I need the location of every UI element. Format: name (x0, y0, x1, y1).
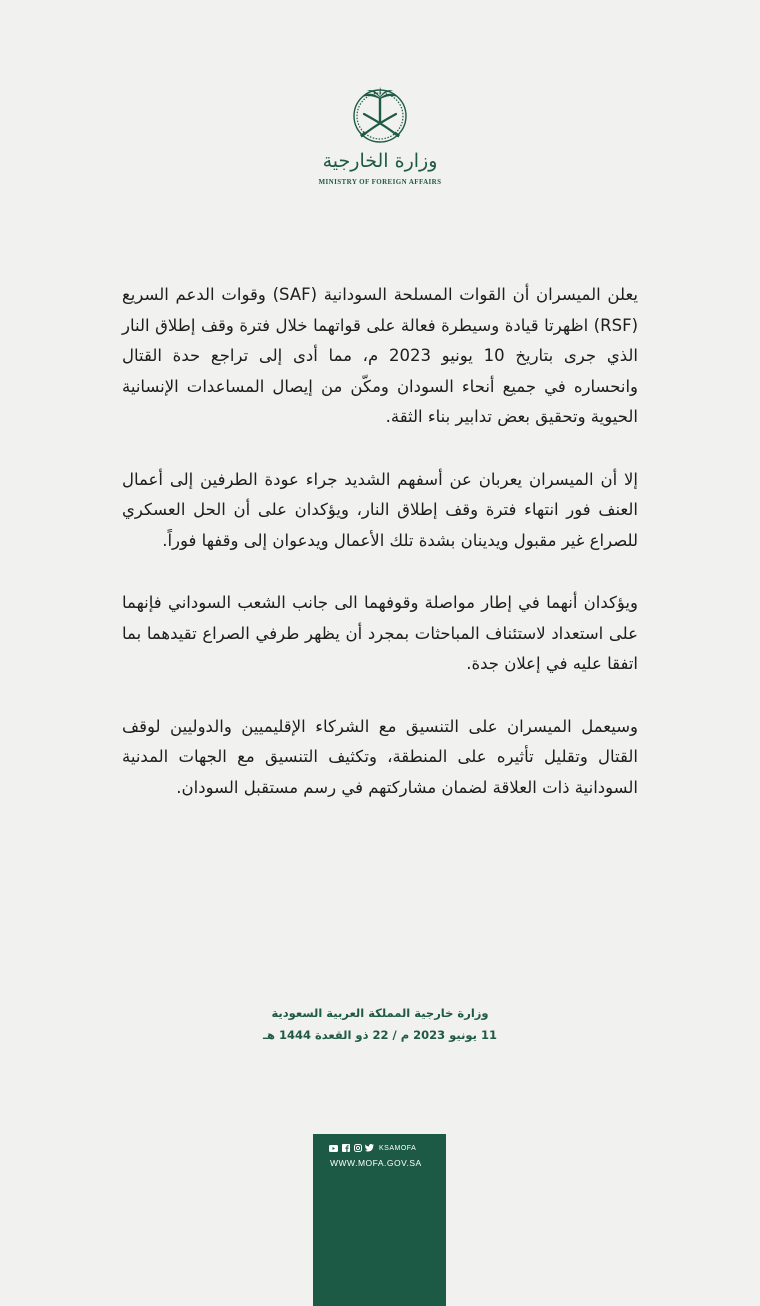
twitter-icon[interactable] (365, 1144, 374, 1152)
paragraph-4: وسيعمل الميسران على التنسيق مع الشركاء الإقليميين والدوليين لوقف القتال وتقليل تأثيره على المنطقة، وتكثيف التنسيق مع الجهات المدنية السودانية ذات العلاقة لضمان مشاركتهم في رسم مستقبل السودان. (122, 716, 638, 797)
social-handle: KSAMOFA (379, 1144, 417, 1152)
youtube-icon[interactable] (329, 1144, 338, 1152)
ministry-name-arabic: وزارة الخارجية (322, 150, 438, 172)
saudi-emblem-icon (340, 84, 420, 144)
signature-block (250, 1002, 510, 1046)
ministry-name-english: MINISTRY OF FOREIGN AFFAIRS (318, 178, 442, 186)
paragraph-2: إلا أن الميسران يعربان عن أسفهم الشديد جراء عودة الطرفين إلى أعمال العنف فور انتهاء فترة وقف إطلاق النار، ويؤكدان على أن الحل العسكري للصراع غير مقبول ويدينان بشدة تلك الأعمال ويدعوان إلى وقفها فوراً. (122, 469, 638, 550)
signature-org: وزارة خارجية المملكة العربية السعودية (271, 1006, 489, 1020)
website-link[interactable]: WWW.MOFA.GOV.SA (330, 1158, 422, 1168)
instagram-icon[interactable] (353, 1144, 362, 1152)
social-row (329, 1144, 416, 1152)
paragraph-3: ويؤكدان أنهما في إطار مواصلة وقوفهما الى جانب الشعب السوداني فإنهما على استعداد لاستئناف المباحثات بمجرد أن يظهر طرفي الصراع تقيدهما بما اتفقا عليه في إعلان جدة. (122, 593, 638, 673)
facebook-icon[interactable] (341, 1144, 350, 1152)
statement-body (122, 280, 638, 835)
footer-panel (313, 1134, 446, 1306)
paragraph-1: يعلن الميسران أن القوات المسلحة السودانية (SAF) وقوات الدعم السريع (RSF) اظهرتا قيادة وسيطرة فعالة على قواتهما خلال فترة وقف إطلاق النار الذي جرى بتاريخ 10 يونيو 2023 م، مما أدى إلى تراجع حدة القتال وانحساره في جميع أنحاء السودان ومكّن من إيصال المساعدات الإنسانية الحيوية وتحقيق بعض تدابير بناء الثقة. (122, 285, 639, 426)
signature-date: 11 يونيو 2023 م / 22 ذو القعدة 1444 هـ (263, 1028, 497, 1042)
